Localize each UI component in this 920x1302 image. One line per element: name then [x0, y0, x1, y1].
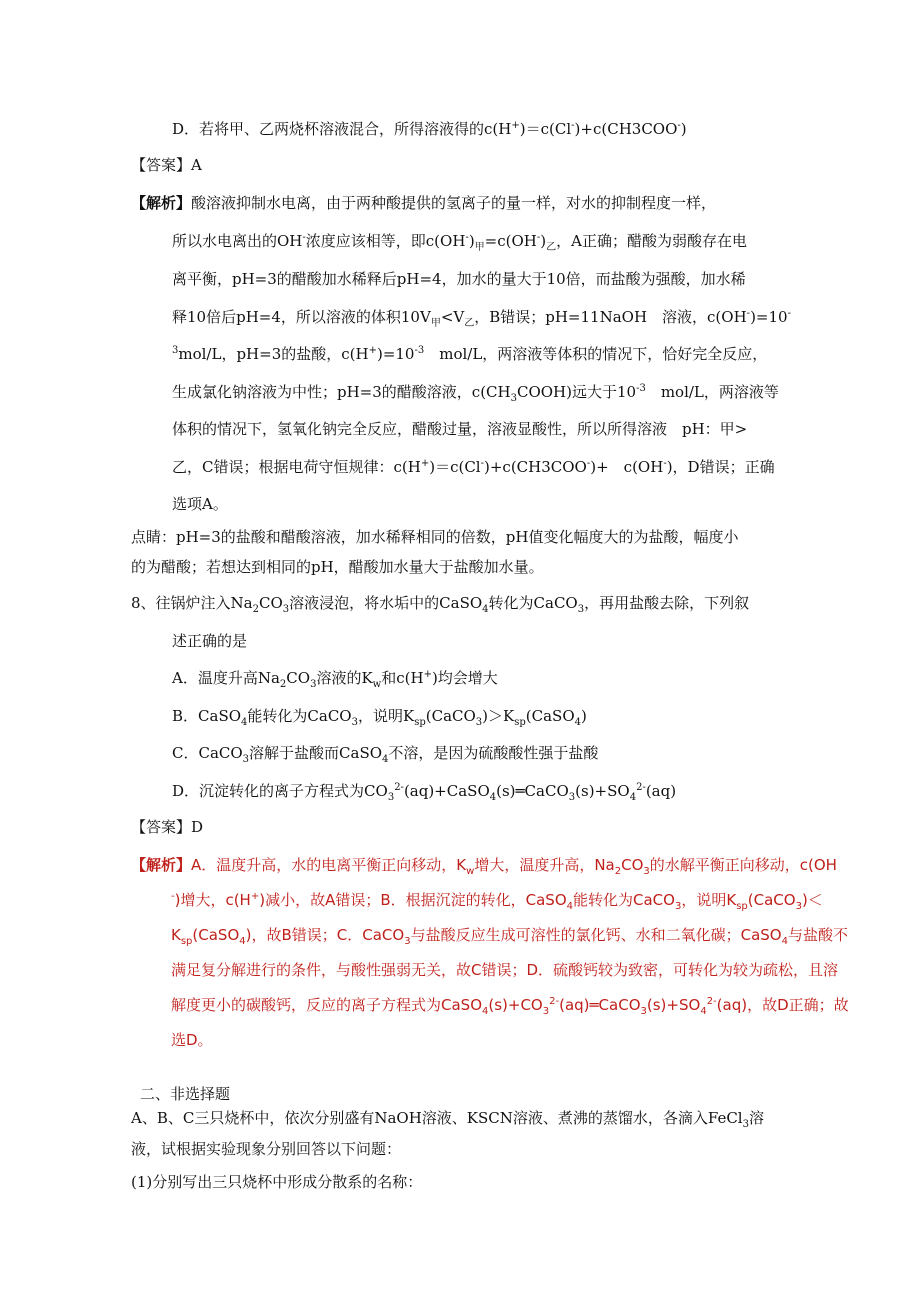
q8-answer: 【答案】D	[131, 818, 204, 836]
q7-analysis-line-5: $^3$mol/L，pH=3的盐酸，$c(H^+)=10^{-3}$ mol/L，两溶液等体积的情况下，恰好完全反应，	[172, 345, 768, 363]
q8-option-a: A．温度升高$Na_2CO_3$溶液的$K_w$和c(H+)均会增大	[172, 669, 498, 690]
q7-analysis-line-1: 【解析】酸溶液抑制水电离，由于两种酸提供的氢离子的量一样，对水的抑制程度一样，	[131, 194, 717, 212]
q7-analysis-line-4: 释10倍后pH=4，所以溶液的体积$10V_甲<V_乙$，B错误；pH=11NaOH 溶液，c(OH-)=10-	[172, 308, 791, 329]
q8-option-c: C．CaCO$_3$溶解于盐酸而CaSO$_4$不溶，是因为硫酸酸性强于盐酸	[172, 744, 599, 765]
section-heading: 二、非选择题	[140, 1085, 231, 1103]
q7-answer: 【答案】A	[131, 156, 202, 174]
part2-stem-line-2: 液，试根据实验现象分别回答以下问题：	[131, 1140, 402, 1158]
q8-analysis-line-2: -)增大，c(H+)减小，故A错误；B．根据沉淀的转化，CaSO$_4$能转化为CaCO$_3$，说明$K_{sp}(CaCO_3)<$	[171, 891, 823, 912]
q7-analysis-line-6: 生成氯化钠溶液为中性；pH=3的醋酸溶液，$c(CH_3COOH)$远大于$10^{-3}$ mol/L，两溶液等	[172, 383, 779, 404]
part2-stem-line-1: A、B、C三只烧杯中，依次分别盛有NaOH溶液、KSCN溶液、煮沸的蒸馏水，各滴入FeCl$_3$溶	[131, 1109, 764, 1130]
q8-analysis-line-6: 选D。	[171, 1031, 213, 1049]
q8-analysis-line-4: 满足复分解进行的条件，与酸性强弱无关，故C错误；D．硫酸钙较为致密，可转化为较为疏松，且溶	[171, 961, 839, 979]
q7-analysis-line-2: 所以水电离出的OH-浓度应该相等，即$c(OH^-)_甲=c(OH^-)_乙$，A正确；醋酸为弱酸存在电	[172, 232, 747, 253]
q8-stem-line-2: 述正确的是	[172, 632, 248, 650]
q8-analysis-line-1: 【解析】A．温度升高，水的电离平衡正向移动，$K_w$增大，温度升高，$Na_2CO_3$的水解平衡正向移动，c(OH	[131, 856, 837, 877]
q8-option-d: D．沉淀转化的离子方程式为$CO_3^{2-}(aq)+CaSO_4(s)═CaCO_3(s)+SO_4^{2-}(aq)$	[172, 782, 677, 803]
q7-option-d: D．若将甲、乙两烧杯溶液混合，所得溶液得的c(H+)＝c(Cl-)+c(CH3COO-)	[172, 120, 687, 138]
q7-note-line-1: 点睛：pH=3的盐酸和醋酸溶液，加水稀释相同的倍数，pH值变化幅度大的为盐酸，幅度小	[131, 528, 739, 546]
q7-note-line-2: 的为醋酸；若想达到相同的pH，醋酸加水量大于盐酸加水量。	[131, 558, 544, 576]
q7-analysis-line-7: 体积的情况下，氢氧化钠完全反应，醋酸过量，溶液显酸性，所以所得溶液 pH：甲>	[172, 420, 748, 438]
q8-stem-line-1: 8、往锅炉注入$Na_2CO_3$溶液浸泡，将水垢中的CaSO$_4$转化为CaCO$_3$，再用盐酸去除，下列叙	[131, 594, 750, 615]
q8-analysis-line-3: $K_{sp}(CaSO_4)$，故B错误；C．CaCO$_3$与盐酸反应生成可溶性的氯化钙、水和二氧化碳；CaSO$_4$与盐酸不	[171, 926, 848, 947]
q8-option-b: B．CaSO$_4$能转化为CaCO$_3$，说明$K_{sp}(CaCO_3)>K_{sp}(CaSO_4)$	[172, 707, 587, 728]
q7-analysis-line-9: 选项A。	[172, 495, 228, 513]
q7-analysis-line-3: 离平衡，pH=3的醋酸加水稀释后pH=4，加水的量大于10倍，而盐酸为强酸，加水稀	[172, 270, 746, 288]
part2-question-1: (1)分别写出三只烧杯中形成分散系的名称：	[131, 1173, 423, 1191]
q7-analysis-line-8: 乙，C错误；根据电荷守恒规律：c(H+)＝c(Cl-)+c(CH3COO-)+ c(OH-)，D错误；正确	[172, 458, 775, 476]
q8-analysis-line-5: 解度更小的碳酸钙，反应的离子方程式为$CaSO_4(s)+CO_3^{2-}(aq)═CaCO_3(s)+SO_4^{2-}(aq)$，故D正确；故	[171, 996, 849, 1017]
